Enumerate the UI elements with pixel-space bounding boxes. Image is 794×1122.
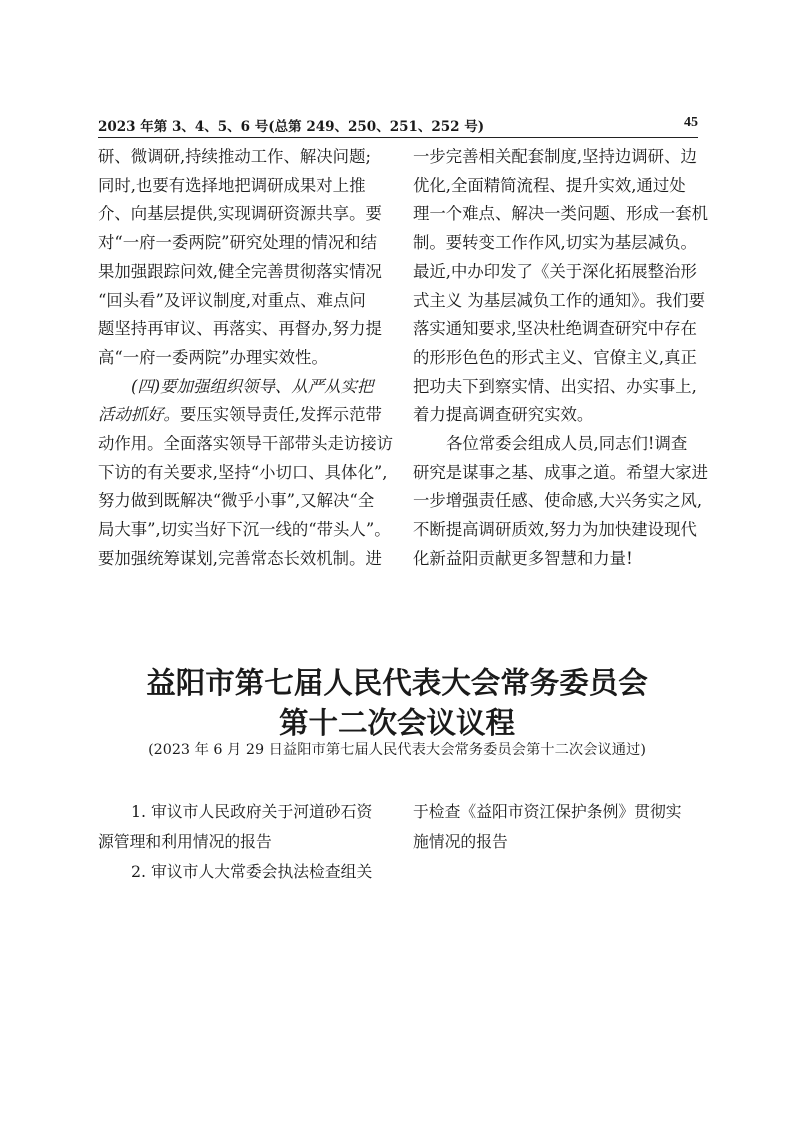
text-line: 最近,中办印发了《关于深化拓展整治形 xyxy=(413,261,697,281)
text-line: 局大事”,切实当好下沉一线的“带头人”。 xyxy=(98,520,391,540)
text-line: 一步增强责任感、使命感,大兴务实之风, xyxy=(413,491,703,511)
agenda-item: 2. 审议市人大常委会执法检查组关 xyxy=(131,862,373,881)
agenda-item-cont: 于检查《益阳市资江保护条例》贯彻实 xyxy=(413,802,682,821)
text-line: 高“一府一委两院”办理实效性。 xyxy=(98,347,328,367)
text-line: 研究是谋事之基、成事之道。希望大家进 xyxy=(413,462,709,482)
text-line: 把功夫下到察实情、出实招、办实事上, xyxy=(413,376,697,396)
text-line: 理一个难点、解决一类问题、形成一套机 xyxy=(413,204,709,224)
text-line: 动作用。全面落实领导干部带头走访接访 xyxy=(98,434,394,454)
text-line: 研、微调研,持续推动工作、解决问题; xyxy=(98,147,371,166)
text-line: 下访的有关要求,坚持“小切口、具体化”, xyxy=(98,462,388,482)
agenda-item: 1. 审议市人民政府关于河道砂石资 xyxy=(131,802,373,821)
agenda-right-column xyxy=(413,797,708,857)
right-column xyxy=(413,143,709,574)
section-heading-text: (四)要加强组织领导、从严从实把 xyxy=(131,376,374,396)
text-line: 着力提高调查研究实效。 xyxy=(413,405,594,425)
text-line: 落实通知要求,坚决杜绝调查研究中存在 xyxy=(413,319,697,339)
text-line: 一步完善相关配套制度,坚持边调研、边 xyxy=(413,147,697,166)
text-line: 不断提高调研质效,努力为加快建设现代 xyxy=(413,520,697,540)
agenda-item-cont: 施情况的报告 xyxy=(413,832,508,851)
text-line: 要加强统筹谋划,完善常态长效机制。进 xyxy=(98,548,382,568)
text-line: 同时,也要有选择地把调研成果对上推 xyxy=(98,175,366,195)
text-line: 的形形色色的形式主义、官僚主义,真正 xyxy=(413,347,697,367)
text-line xyxy=(98,401,388,430)
text-line: 题坚持再审议、再落实、再督办,努力提 xyxy=(98,319,382,339)
page-number: 45 xyxy=(684,115,698,130)
text-line: “回头看”及评议制度,对重点、难点问 xyxy=(98,290,366,310)
text-line: 介、向基层提供,实现调研资源共享。要 xyxy=(98,204,382,224)
page-header xyxy=(98,113,698,138)
text-line: 各位常委会组成人员,同志们!调查 xyxy=(446,434,688,454)
text-line: 制。要转变工作作风,切实为基层减负。 xyxy=(413,233,697,253)
section-text: 要压实领导责任,发挥示范带 xyxy=(179,405,382,425)
agenda-title-line1: 益阳市第七届人民代表大会常务委员会 xyxy=(146,665,648,700)
text-line: 化新益阳贡献更多智慧和力量! xyxy=(413,548,633,568)
agenda-left-column xyxy=(98,797,393,887)
section-heading-cont: 活动抓好。 xyxy=(98,405,180,425)
issue-label: 2023 年第 3、4、5、6 号(总第 249、250、251、252 号) xyxy=(98,119,485,135)
text-line: 果加强跟踪问效,健全完善贯彻落实情况 xyxy=(98,261,382,281)
text-line: 优化,全面精简流程、提升实效,通过处 xyxy=(413,175,686,195)
left-column xyxy=(98,143,394,574)
text-line: 式主义 为基层减负工作的通知》。我们要 xyxy=(413,290,706,310)
section-heading xyxy=(98,373,388,402)
text-line: 努力做到既解决“微乎小事”,又解决“全 xyxy=(98,491,375,511)
agenda-title-line2: 第十二次会议议程 xyxy=(278,705,515,740)
agenda-item-cont: 源管理和利用情况的报告 xyxy=(98,832,272,851)
agenda-subtitle: (2023 年 6 月 29 日益阳市第七届人民代表大会常务委员会第十二次会议通过) xyxy=(148,742,646,758)
text-line: 对“一府一委两院”研究处理的情况和结 xyxy=(98,233,378,253)
